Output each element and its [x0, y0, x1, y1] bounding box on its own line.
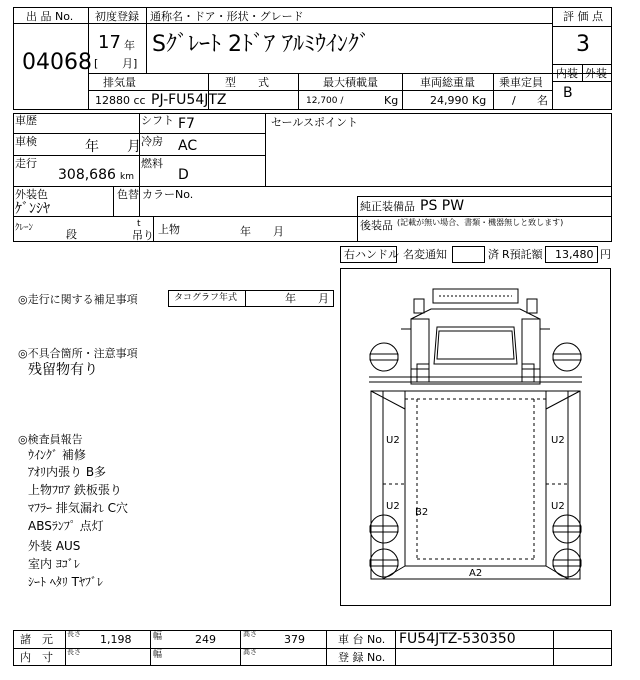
mileage-value: 308,686 — [58, 167, 116, 183]
sales-point-label: セールスポイント — [271, 116, 359, 129]
damage-mark: U2 — [551, 435, 565, 446]
inspector-item: ｱｵﾘ内張り B多 — [28, 465, 107, 479]
first-reg-month-open: [ — [94, 57, 99, 70]
color-label: 外装色 — [15, 188, 48, 201]
aftermarket-label: 後装品 — [360, 219, 393, 232]
crane-hang: 吊り — [132, 229, 154, 242]
inspector-item: 室内 ﾖｺﾞﾚ — [28, 557, 80, 571]
options-label: 純正装備品 — [360, 200, 415, 213]
reg-label: 登 録 No. — [338, 651, 386, 664]
ac-value: AC — [178, 138, 198, 154]
drive-side: 右ハンドル — [344, 248, 399, 261]
width-label: 幅 — [153, 632, 163, 642]
first-reg-year-unit: 年 — [124, 39, 135, 52]
crane-stage: 段 — [66, 228, 77, 241]
model-grade-label: 通称名・ドア・形状・グレード — [150, 10, 304, 23]
ac-label: 冷房 — [141, 135, 163, 148]
dims-label: 諸 元 — [20, 633, 53, 646]
options-value: PS PW — [420, 198, 465, 214]
history-label: 車歴 — [15, 114, 37, 127]
gross-weight-value: 24,990 Kg — [430, 94, 487, 107]
gross-weight-label: 車両総重量 — [420, 76, 475, 89]
inner-height-label: 高さ — [243, 648, 257, 656]
eval-score: 3 — [576, 32, 590, 57]
lot-number: 04068 — [22, 50, 92, 75]
recycle-unit: 円 — [600, 248, 611, 261]
model-code-value: PJ-FU54JTZ — [151, 92, 227, 108]
chassis-label: 車 台 No. — [338, 633, 386, 646]
defects-label: ◎不具合箇所・注意事項 — [18, 347, 138, 360]
inspection-value: 年 月 — [85, 139, 141, 155]
lot-no-label: 出 品 No. — [26, 10, 74, 23]
height-value: 379 — [284, 633, 305, 646]
vehicle-diagram — [340, 268, 611, 606]
damage-mark: A2 — [469, 568, 483, 579]
crane-ton: t — [137, 219, 141, 229]
color-change-label: 色替 — [117, 188, 139, 201]
shift-value: F7 — [178, 116, 195, 132]
chassis-number: FU54JTZ-530350 — [399, 631, 516, 647]
crane-label: ｸﾚｰﾝ — [15, 223, 34, 233]
upper-label: 上物 — [158, 223, 180, 236]
upper-value: 年 月 — [240, 225, 284, 238]
inspector-item: ABSﾗﾝﾌﾟ 点灯 — [28, 519, 104, 533]
inspector-item: ｼｰﾄ ﾍﾀﾘ Tﾔﾌﾞﾚ — [28, 575, 103, 589]
color-code-label: カラーNo. — [142, 188, 194, 201]
interior-score: B — [563, 85, 573, 101]
inner-length-label: 長さ — [67, 648, 81, 656]
capacity-value: / — [512, 94, 516, 107]
mileage-label: 走行 — [15, 157, 37, 170]
fuel-label: 燃料 — [141, 157, 163, 170]
eval-label: 評 価 点 — [563, 10, 603, 23]
height-label: 高さ — [243, 630, 257, 638]
fuel-value: D — [178, 167, 189, 183]
recycle-value: 13,480 — [555, 248, 594, 261]
recycle-label: R預託額 — [502, 248, 543, 261]
max-load-unit: Kg — [384, 94, 399, 107]
max-load-value: 12,700 / — [306, 96, 344, 106]
inspection-label: 車検 — [15, 135, 37, 148]
damage-mark: U2 — [551, 501, 565, 512]
displacement-value: 12880 cc — [95, 94, 146, 107]
length-value: 1,198 — [100, 633, 132, 646]
aftermarket-note: (記載が無い場合、書類・機器無しと致します) — [397, 218, 564, 227]
first-reg-year: 17 — [98, 32, 121, 53]
capacity-unit: 名 — [537, 94, 548, 107]
capacity-label: 乗車定員 — [499, 76, 543, 89]
displacement-label: 排気量 — [103, 76, 136, 89]
tachograph-value: 年 月 — [285, 292, 329, 305]
inner-dims-label: 内 寸 — [20, 651, 53, 664]
model-name: Sｸﾞﾚｰﾄ 2ﾄﾞｱ ｱﾙﾐｳｲﾝｸﾞ — [152, 32, 370, 57]
exterior-label: 外装 — [585, 67, 607, 80]
inspector-label: ◎検査員報告 — [18, 433, 83, 446]
inspector-item: ｳｲﾝｸﾞ 補修 — [28, 448, 86, 462]
inspector-item: 外装 AUS — [28, 539, 81, 553]
color-value: ｹﾞﾝｼﾔ — [15, 201, 50, 217]
driving-notes-label: ◎走行に関する補足事項 — [18, 293, 138, 306]
damage-mark: U2 — [386, 435, 400, 446]
name-change-box — [452, 246, 485, 263]
shift-label: シフト — [141, 114, 174, 127]
inspector-item: 上物ﾌﾛｱ 鉄板張り — [28, 483, 122, 497]
max-load-label: 最大積載量 — [323, 76, 378, 89]
damage-mark: U2 — [386, 501, 400, 512]
first-reg-label: 初度登録 — [95, 10, 139, 23]
length-label: 長さ — [67, 630, 81, 638]
first-reg-month-unit: 月] — [122, 57, 138, 70]
recycle-prefix: 済 — [488, 248, 499, 261]
mileage-unit: km — [120, 172, 134, 182]
name-change-label: 名変通知 — [403, 248, 447, 261]
width-value: 249 — [195, 633, 216, 646]
damage-mark: B2 — [415, 507, 429, 518]
inner-width-label: 幅 — [153, 650, 163, 660]
inspector-item: ﾏﾌﾗｰ 排気漏れ C穴 — [28, 501, 129, 515]
interior-label: 内装 — [556, 67, 578, 80]
defect-item: 残留物有り — [28, 362, 98, 378]
tachograph-label: タコグラフ年式 — [174, 293, 238, 303]
model-code-label: 型 式 — [225, 76, 269, 89]
